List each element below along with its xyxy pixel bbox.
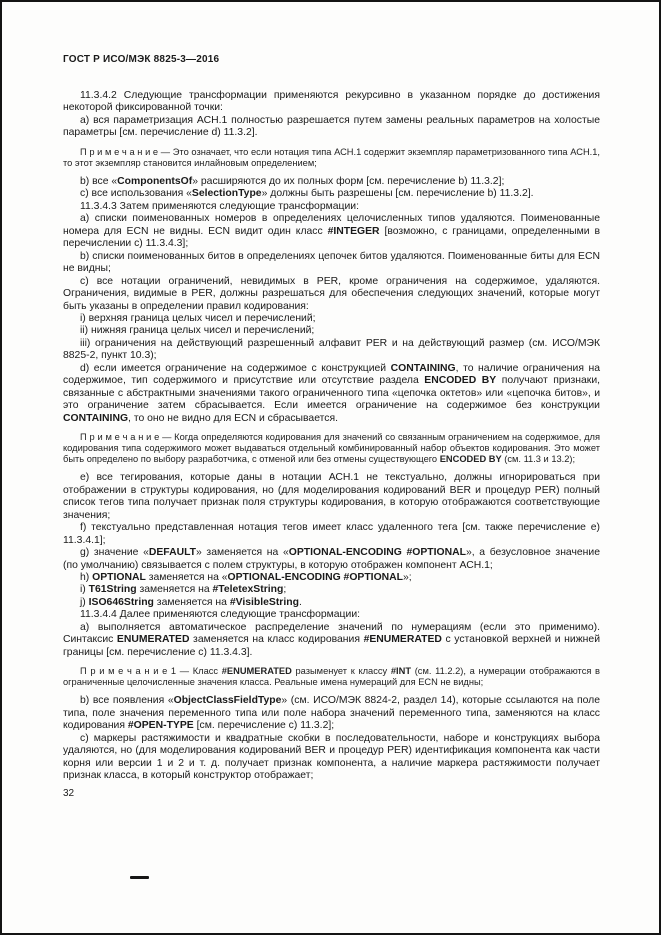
body-paragraph xyxy=(63,338,600,363)
bold-text-run: ComponentsOf xyxy=(117,176,193,187)
text-run: [возможно, с границами, определенными в перечислении c) 11.3.4.3]; xyxy=(63,225,600,250)
text-run: h) xyxy=(80,571,93,583)
text-run: (см. 11.2.2), а нумерации отображаются в ограниченные целочисленные значения класса. Реальные имена нумераций для ECN не видны; xyxy=(63,666,600,688)
body-paragraph xyxy=(63,176,600,188)
body-paragraph xyxy=(63,188,600,200)
text-run: iii) ограничения на действующий разрешенный алфавит PER и на действующий размер (см. ИСО/МЭК 8825-2, пункт 10.3); xyxy=(63,337,600,362)
text-run: f) текстуально представленная нотация тегов имеет класс удаленного тега [см. также перечисление e) 11.3.4.1]; xyxy=(63,522,600,546)
body-paragraph xyxy=(63,90,600,115)
bold-text-run: ISO646String xyxy=(88,596,154,608)
document-body xyxy=(63,90,600,783)
text-run: ii) нижняя граница целых чисел и перечислений; xyxy=(80,325,315,337)
scan-artifact xyxy=(130,876,149,879)
bold-text-run: CONTAINING xyxy=(63,412,129,424)
note-paragraph xyxy=(63,147,600,169)
text-run: c) все использования « xyxy=(80,188,192,200)
bold-text-run: DEFAULT xyxy=(148,547,197,559)
text-run: j) xyxy=(80,596,89,608)
text-run: i) xyxy=(80,584,89,596)
text-run: i) верхняя граница целых чисел и перечислений; xyxy=(80,312,316,324)
bold-text-run: #INTEGER xyxy=(327,225,380,237)
text-run: 11.3.4.3 Затем применяются следующие трансформации: xyxy=(80,200,359,212)
text-run: » расширяются до их полных форм [см. перечисление b) 11.3.2]; xyxy=(192,176,505,187)
text-run: , то наличие ограничения на содержимое, тип содержимого и присутствие или отсутствие раздела xyxy=(63,362,600,387)
text-run: , то оно не видно для ECN и сбрасывается. xyxy=(128,412,338,424)
body-paragraph xyxy=(63,584,600,596)
body-paragraph xyxy=(63,597,600,609)
bold-text-run: #VisibleString xyxy=(229,596,299,608)
text-run: ; xyxy=(283,584,287,596)
text-run: получают признаки, связанные с абстрактными значениями такого ограниченного типа «цепочка октетов» или «цепочка битов», и это ограничение затем сбрасывается. Если имеется ограничение на содержимое без конструкции xyxy=(63,375,601,412)
document-header xyxy=(63,54,600,65)
bold-text-run: T61String xyxy=(88,584,137,596)
body-paragraph xyxy=(63,522,600,547)
text-run: П р и м е ч а н и е — Когда определяются кодирования для значений со связанным ограничением на содержимое, для кодирования типа содержимого может выдаваться отдельный комбинированный набор объектов кодирования. Это может быть определено по выбору разработчика, с отменой или без отмены существующего xyxy=(63,432,600,465)
text-run: » должны быть разрешены [см. перечисление b) 11.3.2]. xyxy=(261,188,534,200)
text-run: заменяется на класс кодирования xyxy=(189,634,364,646)
text-run: » (см. ИСО/МЭК 8824-2, раздел 14), которые ссылаются на поле типа, поле значения переменного типа или поле набора значений переменного типа, заменяются на класс кодирования xyxy=(63,695,600,732)
text-run: заменяется на xyxy=(136,584,213,596)
text-run: [см. перечисление c) 11.3.2]; xyxy=(193,720,335,732)
text-run: П р и м е ч а н и е — Это означает, что если нотация типа АСН.1 содержит экземпляр параметризованного типа АСН.1, то этот экземпляр становится инлайновым определением; xyxy=(63,146,600,168)
bold-text-run: OPTIONAL-ENCODING #OPTIONAL xyxy=(288,547,466,559)
text-run: 11.3.4.2 Следующие трансформации применяются рекурсивно в указанном порядке до достижения некоторой фиксированной точки: xyxy=(63,90,600,114)
body-paragraph xyxy=(63,609,600,621)
body-paragraph xyxy=(63,472,600,522)
bold-text-run: SelectionType xyxy=(191,188,262,200)
text-run: с установкой верхней и нижней границы [см. перечисление c) 11.3.4.3]. xyxy=(63,634,600,658)
text-run: b) все появления « xyxy=(80,695,174,707)
text-run: c) все нотации ограничений, невидимых в PER, кроме ограничения на содержимое, удаляются. Ограничения, видимые в PER, должны разрешаться для обеспечения следующих значений, которые могут быть указаны в определении правил кодирования: xyxy=(63,275,600,312)
body-paragraph xyxy=(63,363,600,425)
text-run: (см. 11.3 и 13.2); xyxy=(501,454,576,465)
document-title: ГОСТ Р ИСО/МЭК 8825-3—2016 xyxy=(63,54,220,65)
body-paragraph xyxy=(63,201,600,213)
bold-text-run: #OPEN-TYPE xyxy=(127,720,194,732)
text-run: », а безусловное значение (по умолчанию) связывается с полем структуры, в которую отображен компонент АСН.1; xyxy=(63,547,600,571)
text-run: »; xyxy=(403,571,412,583)
page-number: 32 xyxy=(63,787,75,799)
body-paragraph xyxy=(63,276,600,313)
bold-text-run: #TeletexString xyxy=(212,584,284,596)
text-run: a) списки поименованных номеров в определениях целочисленных типов удаляются. Поименованные номера для ECN не видны. ECN видит один класс xyxy=(63,213,600,237)
bold-text-run: #ENUMERATED xyxy=(363,634,442,646)
text-run: c) маркеры растяжимости и квадратные скобки в последовательности, наборе и конструкциях выбора удаляются, но (для моделирования кодирований BER и процедур PER) идентификация компонента как части корня или версии 1 и 2 и т. д. получает признак компонента, а наличие маркера растяжимости получает признак класса, в который конструктор отображает; xyxy=(63,732,600,782)
bold-text-run: ObjectClassFieldType xyxy=(173,695,282,707)
body-paragraph xyxy=(63,213,600,250)
text-run: b) все « xyxy=(80,176,118,187)
text-run: » заменяется на « xyxy=(196,547,289,559)
body-paragraph xyxy=(63,115,600,140)
text-run: e) все тегирования, которые даны в нотации АСН.1 не текстуально, должны игнорироваться при отображении в структуры кодирования, но (для моделирования кодирований BER и процедур PER) полный список тегов типа получает признак поля структуры кодирования, в которую отображаются соответствующие значения; xyxy=(63,472,600,521)
body-paragraph xyxy=(63,313,600,325)
note-paragraph xyxy=(63,432,600,465)
body-paragraph xyxy=(63,695,600,732)
bold-text-run: #INT xyxy=(390,666,412,677)
text-run: g) значение « xyxy=(80,547,149,559)
bold-text-run: CONTAINING xyxy=(390,362,456,374)
text-run: d) если имеется ограничение на содержимое с конструкцией xyxy=(80,362,391,374)
text-run: П р и м е ч а н и е 1 — Класс xyxy=(80,666,222,677)
bold-text-run: #ENUMERATED xyxy=(221,666,292,677)
body-paragraph xyxy=(63,251,600,276)
bold-text-run: ENCODED BY xyxy=(439,454,502,465)
text-run: b) списки поименованных битов в определениях цепочек битов удаляются. Поименованные биты для ECN не видны; xyxy=(63,250,600,275)
text-run: . xyxy=(298,596,302,608)
bold-text-run: OPTIONAL xyxy=(92,571,146,583)
text-run: заменяется на xyxy=(153,596,230,608)
bold-text-run: ENUMERATED xyxy=(116,634,190,646)
bold-text-run: ENCODED BY xyxy=(424,375,497,387)
text-run: разыменует к классу xyxy=(291,666,391,677)
body-paragraph xyxy=(63,325,600,337)
text-run: заменяется на « xyxy=(145,571,228,583)
body-paragraph xyxy=(63,547,600,572)
body-paragraph xyxy=(63,572,600,584)
note-paragraph xyxy=(63,666,600,688)
bold-text-run: OPTIONAL-ENCODING #OPTIONAL xyxy=(227,571,404,583)
text-run: a) выполняется автоматическое распределение значений по нумерациям (если это применимо). Синтаксис xyxy=(63,621,600,646)
body-paragraph xyxy=(63,622,600,659)
text-run: 11.3.4.4 Далее применяются следующие трансформации: xyxy=(80,609,361,621)
text-run: a) вся параметризация АСН.1 полностью разрешается путем замены реальных параметров на холостые параметры [см. перечисление d) 11.3.2]. xyxy=(63,114,600,139)
body-paragraph xyxy=(63,733,600,783)
